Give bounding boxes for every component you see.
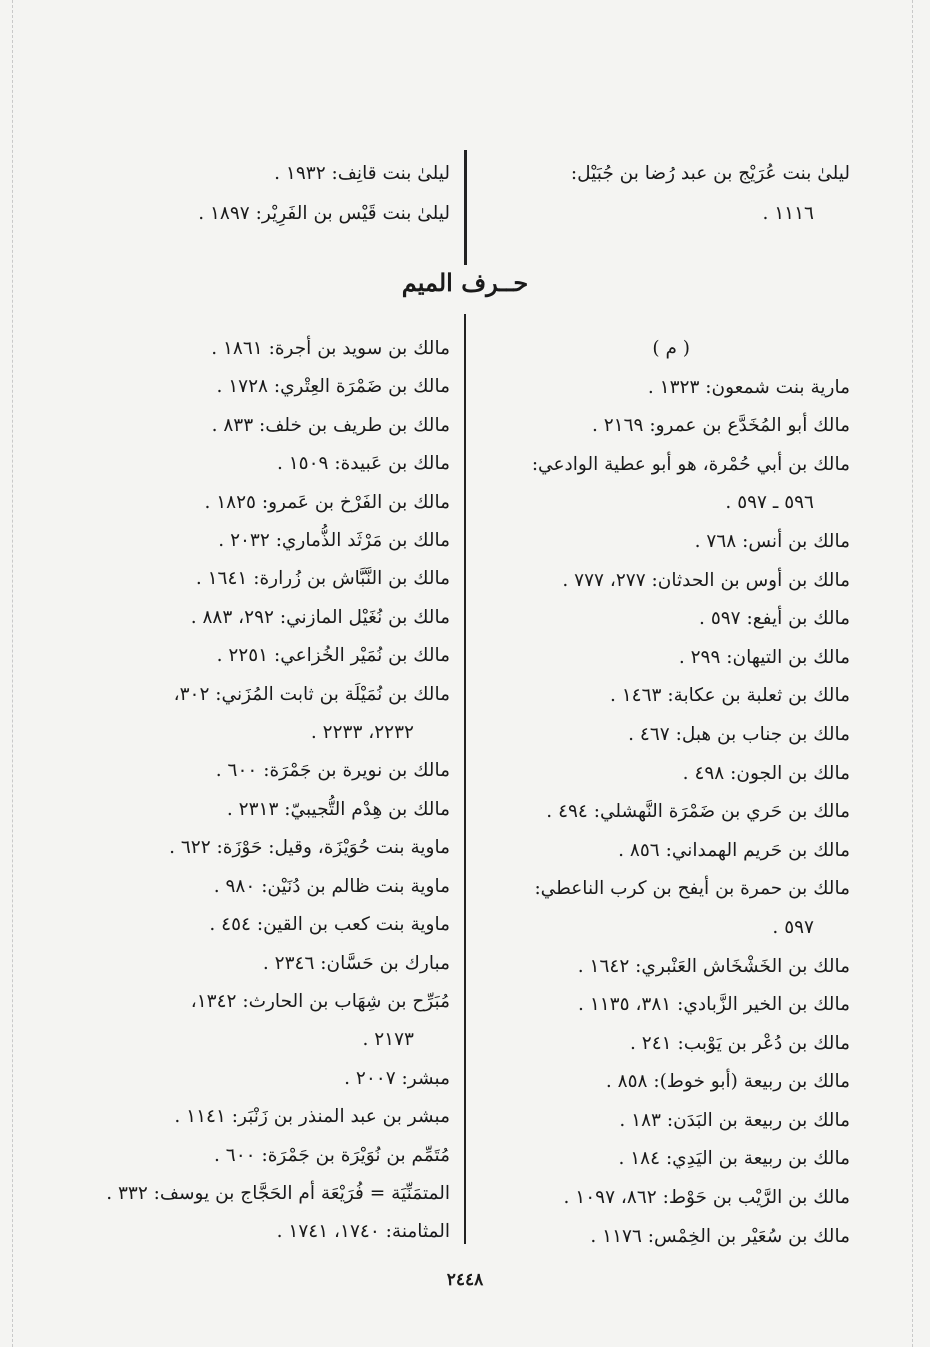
entry: ليلىٰ بنت عُرَيْج بن عبد رُضا بن جُبَيْل: — [570, 163, 850, 184]
entry: مالك بن عَبيدة: ١٥٠٩ . — [276, 453, 450, 475]
entry: مبشر: ٢٠٠٧ . — [344, 1067, 450, 1089]
entry: مالك بن نُمَيْلَة بن ثابت المُزَني: ٣٠٢، — [173, 683, 450, 705]
entry: مالك بن جناب بن هبل: ٤٦٧ . — [628, 723, 850, 745]
entry-continuation: ٢٢٣٢، ٢٢٣٣ . — [310, 722, 414, 744]
entry: مالك بن التيهان: ٢٩٩ . — [678, 646, 850, 668]
entry: مالك بن أنس: ٧٦٨ . — [694, 530, 850, 552]
entry: مالك بن النَّبَّاش بن زُرارة: ١٦٤١ . — [195, 568, 450, 590]
entry: مالك بن أوس بن الحدثان: ٢٧٧، ٧٧٧ . — [562, 569, 850, 591]
entry: مالك بن دُعْر بن يَوْبب: ٢٤١ . — [630, 1032, 850, 1054]
entry: مالك بن أبي حُمْرة، هو أبو عطية الوادعي: — [531, 453, 850, 475]
entry: مالك بن نويرة بن جَمْرَة: ٦٠٠ . — [215, 760, 450, 782]
column-divider-main — [464, 314, 466, 1244]
entry: مُبَرِّح بن شِهَاب بن الحارث: ١٣٤٢، — [190, 990, 450, 1012]
right-column — [470, 330, 850, 1256]
entry-continuation: ١١١٦ . — [762, 203, 814, 224]
entry: مالك بن أيفع: ٥٩٧ . — [699, 608, 850, 630]
entry: مالك بن ربيعة (أبو خوط): ٨٥٨ . — [605, 1071, 850, 1093]
entry: مُتَمِّم بن نُوَيْرَة بن جَمْرَة: ٦٠٠ . — [214, 1144, 450, 1166]
entry: مالك بن ربيعة بن البَدَن: ١٨٣ . — [619, 1109, 850, 1131]
entry: مالك بن هِدْم التُّجيبيّ: ٢٣١٣ . — [226, 798, 450, 820]
entry: مالك بن الفَرْخ بن عَمرو: ١٨٢٥ . — [204, 491, 450, 513]
letter-header: ( م ) — [652, 338, 690, 359]
page-edge-line — [12, 0, 13, 1347]
entry-continuation: ٢١٧٣ . — [362, 1029, 414, 1051]
entry: مالك أبو المُخَدَّع بن عمرو: ٢١٦٩ . — [591, 415, 850, 437]
entry: مالك بن حَري بن ضَمْرَة النَّهشلي: ٤٩٤ . — [546, 801, 850, 823]
entry: مالك بن سُعَيْر بن الخِمْس: ١١٧٦ . — [590, 1225, 850, 1247]
entry: مالك بن الرَّيْب بن حَوْط: ٨٦٢، ١٠٩٧ . — [563, 1187, 850, 1209]
entry-continuation: ٥٩٦ ـ ٥٩٧ . — [725, 492, 814, 514]
entry: مالك بن حَريم الهمداني: ٨٥٦ . — [618, 839, 850, 861]
entry: ماوية بنت ظالم بن دُنَيْن: ٩٨٠ . — [213, 875, 450, 897]
entry: المتمَنِّيَة = فُرَيْعَة أم الحَجَّاج بن يوسف: ٣٣٢ . — [106, 1182, 450, 1204]
entry: مبارك بن حَسَّان: ٢٣٤٦ . — [262, 952, 450, 974]
entry: مالك بن الخير الزَّبادي: ٣٨١، ١١٣٥ . — [578, 994, 850, 1016]
entry: مالك بن طريف بن خلف: ٨٣٣ . — [211, 414, 450, 436]
entry: مالك بن ضَمْرَة العِتْري: ١٧٢٨ . — [216, 376, 450, 398]
entry-continuation: ٥٩٧ . — [772, 916, 814, 938]
entry: مارية بنت شمعون: ١٣٢٣ . — [647, 376, 850, 398]
page-number: ٢٤٤٨ — [446, 1270, 484, 1290]
entry: مالك بن الخَشْخَاش العَنْبري: ١٦٤٢ . — [577, 955, 850, 977]
top-right-column — [490, 154, 850, 234]
entry: مالك بن نُغَيْل المازني: ٢٩٢، ٨٨٣ . — [190, 606, 450, 628]
entry: مالك بن ثعلبة بن عكابة: ١٤٦٣ . — [609, 685, 850, 707]
left-column — [40, 330, 450, 1252]
column-divider-top — [464, 150, 467, 265]
entry: مالك بن نُمَيْر الخُزاعي: ٢٢٥١ . — [216, 645, 450, 667]
section-title: حــرف الميم — [401, 268, 529, 297]
top-left-column — [50, 154, 450, 234]
entry: المثامنة: ١٧٤٠، ١٧٤١ . — [276, 1221, 450, 1243]
entry: مالك بن مَرْثَد الذُّماري: ٢٠٣٢ . — [218, 530, 450, 552]
page-edge-line — [912, 0, 913, 1347]
entry: ليلىٰ بنت قانِف: ١٩٣٢ . — [274, 163, 450, 184]
entry: مالك بن حمرة بن أيفح بن كرب الناعطي: — [534, 878, 850, 900]
entry: ماوية بنت حُوَيْزَة، وقيل: حَوْزَة: ٦٢٢ . — [169, 837, 450, 859]
entry: مالك بن الجون: ٤٩٨ . — [682, 762, 850, 784]
entry: مالك بن سويد بن أجرة: ١٨٦١ . — [211, 338, 450, 359]
entry: مالك بن ربيعة بن اليَدِي: ١٨٤ . — [618, 1148, 850, 1170]
entry: مبشر بن عبد المنذر بن زَنْبَر: ١١٤١ . — [174, 1106, 450, 1128]
entry: ماوية بنت كعب بن القين: ٤٥٤ . — [209, 914, 450, 936]
entry: ليلىٰ بنت قَيْس بن الفَرِيْر: ١٨٩٧ . — [198, 203, 450, 224]
